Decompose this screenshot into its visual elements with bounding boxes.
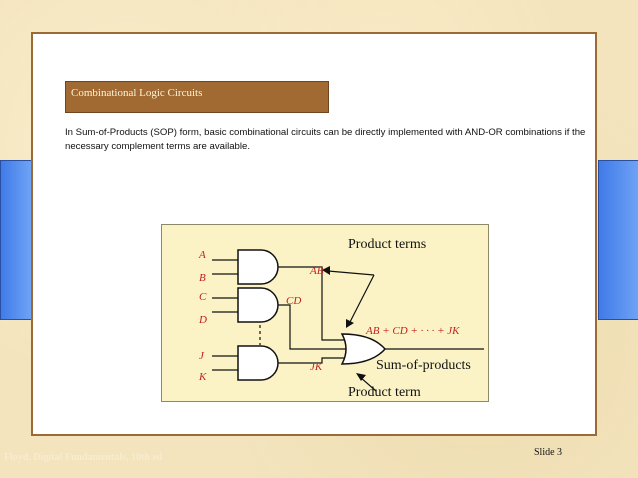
- caption-sum-of-products: Sum-of-products: [376, 358, 471, 373]
- slide-number: Slide 3: [534, 447, 563, 458]
- slide-title: Combinational Logic Circuits: [65, 81, 329, 113]
- and-gate-jk: [238, 346, 278, 380]
- caption-product-terms: Product terms: [348, 237, 427, 252]
- input-label-d: D: [199, 314, 207, 326]
- input-wires: [212, 260, 238, 370]
- term-label-ab: AB: [310, 265, 324, 277]
- footer-credit: Floyd, Digital Fundamentals, 10th ed: [4, 452, 163, 463]
- input-label-c: C: [199, 291, 207, 303]
- arrow-head-jk: [356, 373, 366, 381]
- slide-panel: [31, 32, 597, 436]
- input-label-b: B: [199, 272, 206, 284]
- sop-circuit-svg: [162, 225, 490, 403]
- product-wires: [278, 267, 348, 363]
- right-accent-bar: [598, 160, 638, 320]
- and-gate-cd: [238, 288, 278, 322]
- sop-circuit-diagram: [161, 224, 489, 402]
- term-label-cd: CD: [286, 295, 302, 307]
- arrow-head-cd: [346, 319, 354, 328]
- input-label-j: J: [199, 350, 204, 362]
- caption-product-term: Product term: [348, 385, 421, 400]
- slide-body-text: In Sum-of-Products (SOP) form, basic combinational circuits can be directly implemented with AND-OR combinations if the necessary complement terms are available.: [65, 127, 586, 152]
- term-label-jk: JK: [310, 361, 323, 373]
- input-label-a: A: [199, 249, 206, 261]
- left-accent-bar: [0, 160, 32, 320]
- input-label-k: K: [199, 371, 207, 383]
- and-gate-ab: [238, 250, 278, 284]
- output-expression: AB + CD + · · · + JK: [366, 325, 460, 337]
